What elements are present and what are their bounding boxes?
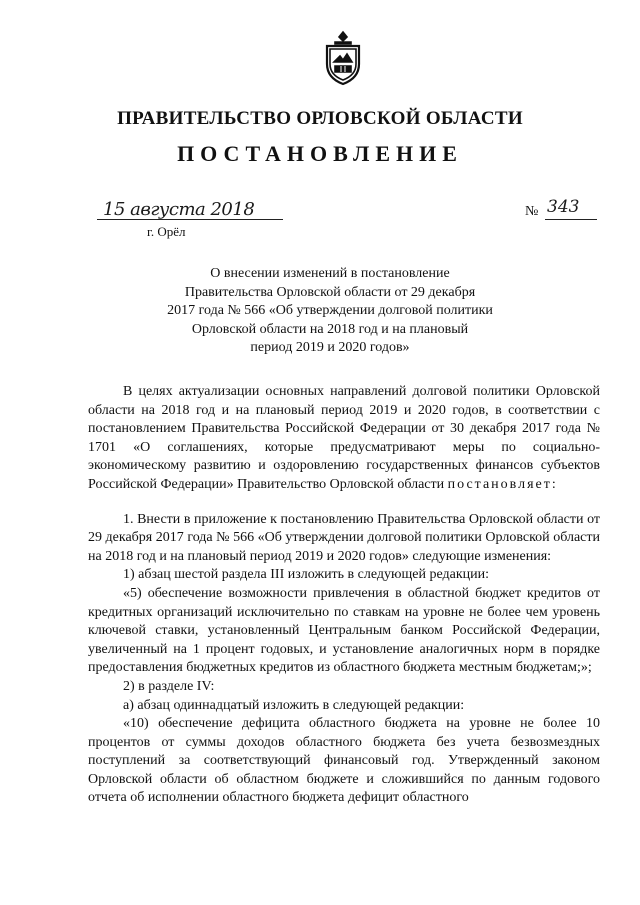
- subject-line: 2017 года № 566 «Об утверждении долговой политики: [167, 303, 493, 318]
- document-body: [88, 383, 600, 808]
- city: г. Орёл: [147, 224, 186, 239]
- subject-line: Правительства Орловской области от 29 декабря: [184, 284, 476, 300]
- government-title: ПРАВИТЕЛЬСТВО ОРЛОВСКОЙ ОБЛАСТИ: [117, 108, 523, 129]
- subject-line: период 2019 и 2020 годов»: [250, 340, 410, 355]
- document-type: ПОСТАНОВЛЕНИЕ: [177, 141, 463, 166]
- handwritten-number: 343: [547, 197, 580, 217]
- date-underline: [97, 219, 283, 220]
- item-1-1-paragraph: 1) абзац шестой раздела III изложить в следующей редакции:: [123, 567, 490, 583]
- preamble-paragraph: [88, 383, 600, 495]
- number-label: №: [525, 204, 539, 219]
- handwritten-date: 15 августа 2018: [103, 199, 255, 220]
- resolves-word: постановляет:: [447, 476, 558, 492]
- item-1-2-a-paragraph: а) абзац одиннадцатый изложить в следующей редакции:: [123, 697, 465, 713]
- coat-of-arms-icon: [321, 30, 365, 86]
- item-1-2-paragraph: 2) в разделе IV:: [123, 678, 215, 694]
- subject-line: О внесении изменений в постановление: [210, 266, 450, 281]
- item-1-2-a-text-paragraph: «10) обеспечение дефицита областного бюджета на уровне не более 10 процентов от суммы доходов областного бюджета без учета безвозмездных поступлений за соответствующий финансовый год. Утвержденный законом Орловской области об областном бюджете и сложившийся по данным годового отчета об исполнении областного бюджета дефицит областного: [88, 716, 600, 806]
- item-1-paragraph: 1. Внести в приложение к постановлению Правительства Орловской области от 29 декабря 2017 года № 566 «Об утверждении долговой политики Орловской области на 2018 год и на плановый период 2019 и 2020 годов» следующие изменения:: [88, 511, 600, 564]
- subject-line: Орловской области на 2018 год и на плановый: [191, 321, 469, 337]
- number-underline: [545, 219, 597, 220]
- item-1-1-text-paragraph: «5) обеспечение возможности привлечения в областной бюджет кредитов от кредитных организаций исключительно по ставкам на уровне не более чем уровень ключевой ставки, установленный Центральным банком Российской Федерации, увеличенный на 1 процент годовых, и установление аналогичных норм в порядке предоставления бюджетных кредитов из областного бюджета местным бюджетам;»;: [88, 585, 600, 676]
- preamble-text: В целях актуализации основных направлений долговой политики Орловской области на 2018 год и на плановый период 2019 и 2020 годов, в соответствии с постановлением Правительства Российской Федерации от 30 декабря 2017 года № 1701 «О соглашениях, которые предусматривают меры по социально-экономическому развитию и оздоровлению государственных финансов субъектов Российской Федерации» Правительство Орловской области: [88, 384, 600, 492]
- document-subject: [140, 265, 520, 358]
